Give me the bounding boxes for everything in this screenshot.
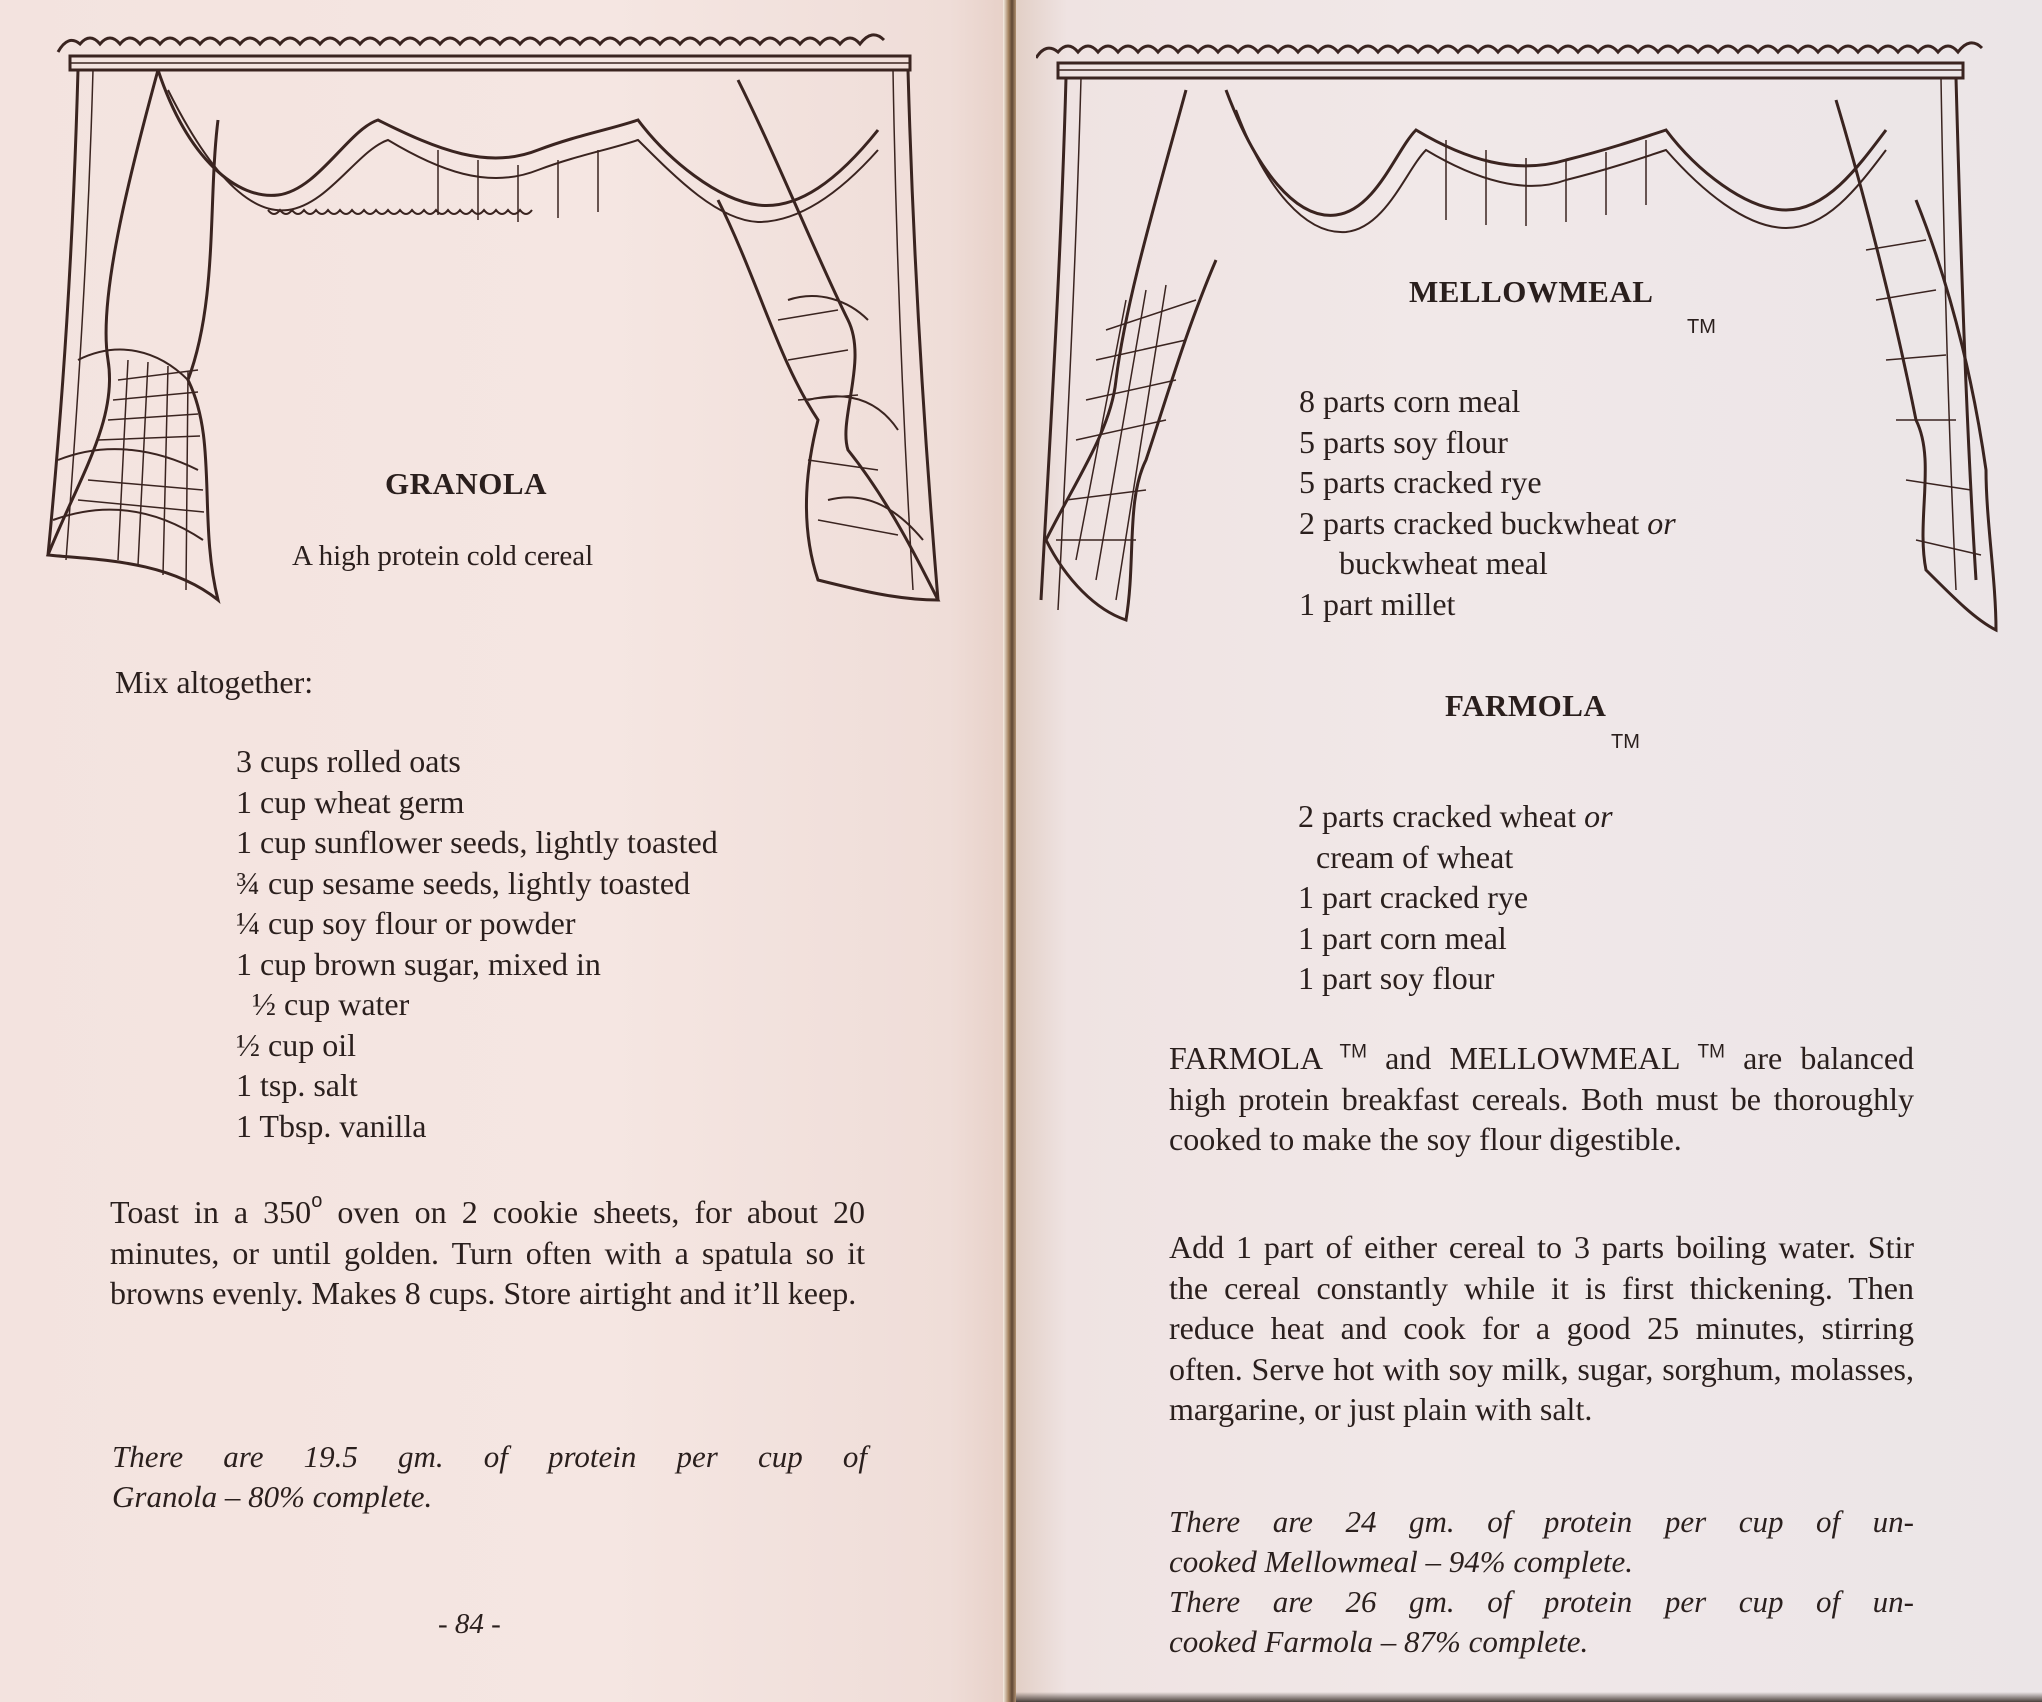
ingredient-item: 1 part millet (1299, 585, 1456, 622)
ingredient-item: 1 cup sunflower seeds, lightly toasted (236, 824, 718, 860)
degree-symbol: o (311, 1190, 323, 1213)
ingredient-item: 1 cup wheat germ (236, 783, 465, 820)
curtain-illustration-left (18, 0, 968, 620)
ingredient-item: ½ cup water (252, 986, 410, 1022)
recipe-title-farmola: FARMOLA (1445, 688, 1607, 723)
ingredient-item: 8 parts corn meal (1299, 383, 1521, 419)
trademark-mark: TM (1611, 731, 1640, 753)
left-page (0, 0, 1010, 1702)
cereal-description: FARMOLA ™ and MELLOWMEAL ™ are balanced high protein breakfast cereals. Both must be thoroughly cooked to make the soy flour digestible. (1169, 1040, 1915, 1157)
page-number: - 84 - (438, 1608, 501, 1640)
ingredient-item: 1 part soy flour (1298, 960, 1495, 996)
ingredient-item: 1 Tbsp. vanilla (236, 1107, 427, 1144)
recipe-title-granola: GRANOLA (385, 466, 547, 501)
recipe-subtitle: A high protein cold cereal (292, 540, 594, 572)
ingredient-item: 1 part corn meal (1298, 919, 1507, 956)
granola-ingredient-list (236, 741, 718, 1146)
ingredient-item: ½ cup oil (236, 1026, 356, 1063)
cooking-instructions: Add 1 part of either cereal to 3 parts boiling water. Stir the cereal constantly while it is first thickening. Then reduce heat and cook for a good 25 minutes, stirring often. Serve hot with soy milk, sugar, sorghum, molasses, margarine, or just plain with salt. (1169, 1229, 1914, 1427)
ingredient-item: buckwheat meal (1339, 545, 1548, 581)
ingredient-item: 1 tsp. salt (236, 1067, 358, 1103)
trademark-mark: TM (1687, 316, 1716, 338)
ingredient-item: ¼ cup soy flour or powder (236, 905, 576, 941)
recipe-title-mellowmeal: MELLOWMEAL (1409, 274, 1654, 309)
right-page (1016, 0, 2042, 1702)
mellowmeal-ingredient-list (1299, 381, 1676, 624)
ingredient-item: ¾ cup sesame seeds, lightly toasted (236, 864, 691, 901)
granola-instructions: Toast in a 350$^o$ oven on 2 cookie sheets, for about 20 minutes, or until golden. Turn often with a spatula so it browns evenly. Makes 8 cups. Store airtight and it’ll keep. (110, 1190, 866, 1311)
ingredient-item: 1 cup brown sugar, mixed in (236, 945, 601, 982)
ingredient-item: 5 parts soy flour (1299, 423, 1508, 460)
ingredient-item: 1 part cracked rye (1298, 879, 1529, 915)
ingredient-item: 3 cups rolled oats (236, 743, 461, 779)
farmola-ingredient-list (1298, 796, 1613, 999)
instruction-intro: Mix altogether: (115, 664, 314, 700)
granola-protein-note: There are 19.5 gm. of protein per cup of Granola – 80% complete. (112, 1439, 867, 1514)
ingredient-item: 2 parts cracked buckwheat or (1299, 504, 1676, 541)
ingredient-item: 5 parts cracked rye (1299, 464, 1542, 500)
protein-notes: There are 24 gm. of protein per cup of un- cooked Mellowmeal – 94% complete. There are 26 gm. of protein per cup of un- cooked Farmola – 87% complete. (1169, 1504, 1914, 1659)
ingredient-item: cream of wheat (1316, 838, 1514, 875)
ingredient-item: 2 parts cracked wheat or (1298, 798, 1613, 834)
table-shadow (1016, 1692, 2042, 1702)
